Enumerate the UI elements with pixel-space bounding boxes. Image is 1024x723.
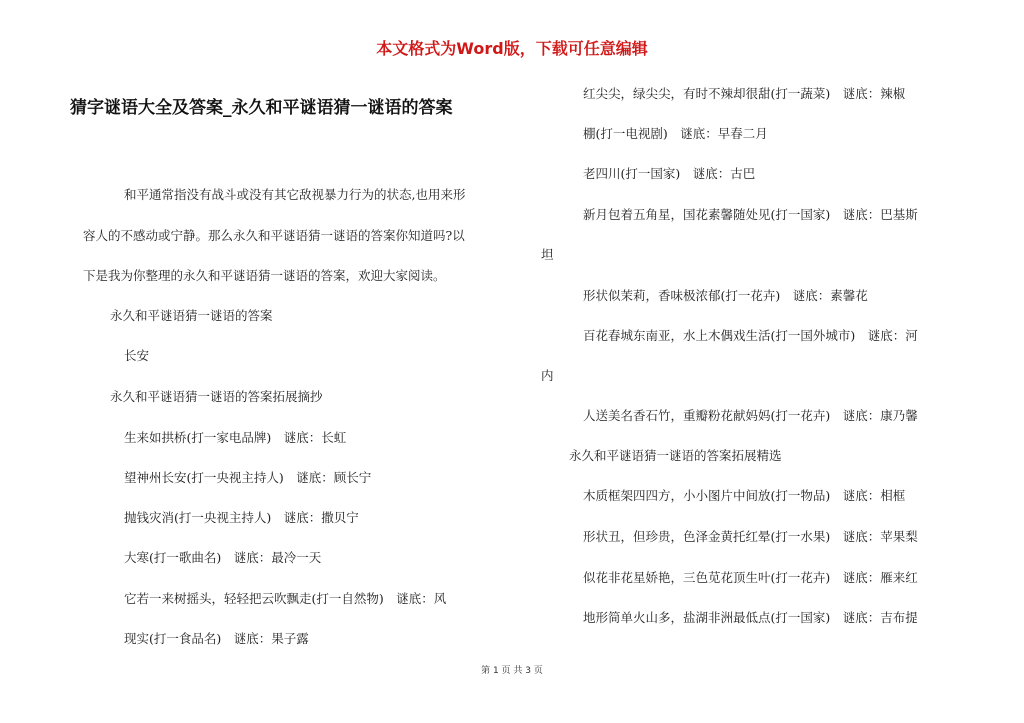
- riddle-line: 人送美名香石竹，重瓣粉花献妈妈(打一花卉) 谜底：康乃馨: [583, 408, 918, 423]
- intro-line: 下是我为你整理的永久和平谜语猜一谜语的答案，欢迎大家阅读。: [83, 268, 446, 283]
- riddle-line: 形状丑，但珍贵，色泽金黄托红晕(打一水果) 谜底：苹果梨: [583, 529, 918, 544]
- riddle-line: 木质框架四四方，小小图片中间放(打一物品) 谜底：相框: [583, 488, 906, 503]
- riddle-line: 形状似茉莉，香味极浓郁(打一花卉) 谜底：素馨花: [583, 288, 868, 303]
- section-heading: 永久和平谜语猜一谜语的答案: [110, 308, 273, 323]
- riddle-line: 老四川(打一国家) 谜底：古巴: [583, 166, 756, 181]
- riddle-line: 望神州长安(打一央视主持人) 谜底：顾长宁: [124, 470, 372, 485]
- riddle-line: 百花春城东南亚，水上木偶戏生活(打一国外城市) 谜底：河: [583, 328, 918, 343]
- riddle-line: 现实(打一食品名) 谜底：果子露: [124, 631, 309, 646]
- riddle-line: 它若一来树摇头，轻轻把云吹飘走(打一自然物) 谜底：风: [124, 591, 447, 606]
- answer-text: 长安: [124, 348, 150, 363]
- document-title: 猜字谜语大全及答案_永久和平谜语猜一谜语的答案: [70, 98, 453, 118]
- riddle-line: 棚(打一电视剧) 谜底：早春二月: [583, 126, 768, 141]
- riddle-line-wrap: 坦: [541, 247, 554, 262]
- riddle-line: 新月包着五角星，国花素馨随处见(打一国家) 谜底：巴基斯: [583, 207, 918, 222]
- riddle-line: 地形简单火山多，盐湖非洲最低点(打一国家) 谜底：吉布提: [583, 610, 918, 625]
- page-footer: 第 1 页 共 3 页: [481, 666, 543, 676]
- section-heading: 永久和平谜语猜一谜语的答案拓展摘抄: [110, 389, 323, 404]
- section-heading: 永久和平谜语猜一谜语的答案拓展精选: [569, 448, 782, 463]
- editable-banner: 本文格式为Word版，下载可任意编辑: [376, 39, 648, 58]
- riddle-line: 红尖尖，绿尖尖，有时不辣却很甜(打一蔬菜) 谜底：辣椒: [583, 86, 906, 101]
- riddle-line: 生来如拱桥(打一家电品牌) 谜底：长虹: [124, 430, 347, 445]
- riddle-line: 抛钱灾消(打一央视主持人) 谜底：撒贝宁: [124, 510, 359, 525]
- riddle-line: 似花非花星娇艳，三色苋花顶生叶(打一花卉) 谜底：雁来红: [583, 570, 918, 585]
- intro-line: 和平通常指没有战斗或没有其它敌视暴力行为的状态,也用来形: [124, 187, 466, 202]
- riddle-line: 大寒(打一歌曲名) 谜底：最冷一天: [124, 550, 322, 565]
- riddle-line-wrap: 内: [541, 368, 554, 383]
- intro-line: 容人的不感动或宁静。那么永久和平谜语猜一谜语的答案你知道吗?以: [83, 228, 465, 243]
